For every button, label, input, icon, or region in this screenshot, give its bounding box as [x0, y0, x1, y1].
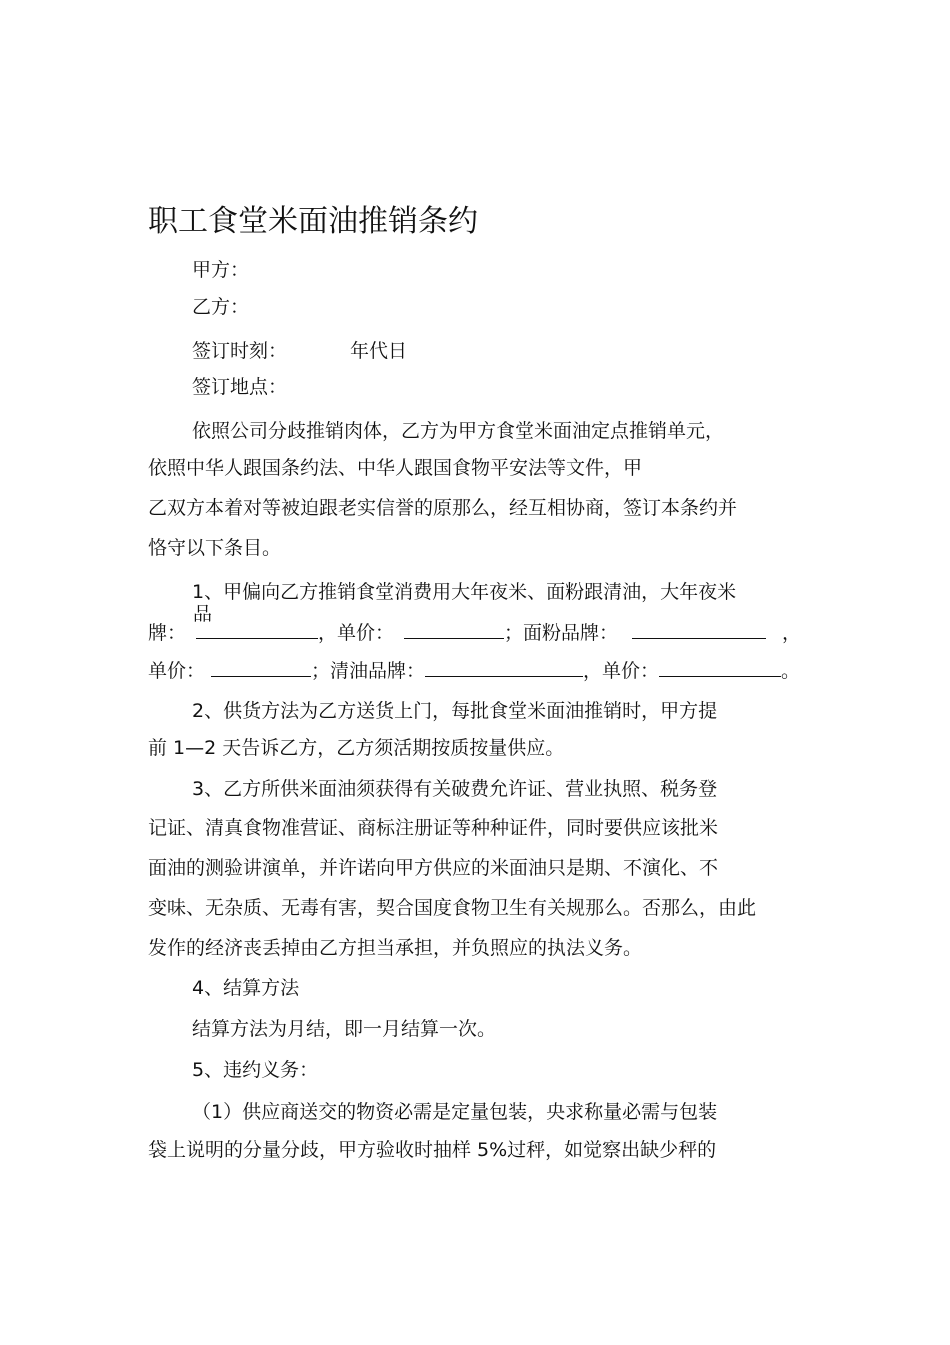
flour-brand-label: ；面粉品牌： — [504, 622, 619, 644]
intro-line: 乙双方本着对等被迫跟老实信誉的原那么，经互相协商，签订本条约并 — [148, 497, 738, 519]
clause1-brand-row — [148, 620, 801, 645]
period: 。 — [781, 660, 801, 682]
clause1-line: 1、甲偏向乙方推销食堂消费用大年夜米、面粉跟清油，大年夜米 — [192, 581, 737, 603]
party-a-label: 甲方： — [192, 259, 250, 281]
intro-line: 恪守以下条目。 — [148, 537, 282, 559]
clause1-pin: 品 — [193, 603, 213, 625]
oil-brand-label: ；清油品牌： — [311, 660, 426, 682]
clause5-1-line: （1）供应商送交的物资必需是定量包装，央求称量必需与包装 — [192, 1101, 718, 1123]
rice-price-blank — [404, 620, 504, 639]
clause4-text: 结算方法为月结，即一月结算一次。 — [192, 1018, 497, 1040]
clause3-line: 发作的经济丧丢掉由乙方担当承担，并负照应的执法义务。 — [148, 937, 643, 959]
flour-brand-blank — [632, 620, 766, 639]
oil-brand-blank — [425, 658, 583, 677]
clause2-line: 前 1—2 天告诉乙方，乙方须活期按质按量供应。 — [148, 737, 565, 759]
intro-line: 依照公司分歧推销肉体，乙方为甲方食堂米面油定点推销单元， — [192, 420, 725, 442]
clause5-title: 5、违约义务： — [192, 1059, 319, 1081]
clause5-1-line: 袋上说明的分量分歧，甲方验收时抽样 5%过秤，如觉察出缺少秤的 — [148, 1139, 717, 1161]
comma: ， — [782, 622, 802, 644]
clause1-price-row — [148, 658, 800, 683]
clause4-title: 4、结算方法 — [192, 977, 300, 999]
party-b-label: 乙方： — [192, 296, 250, 318]
rice-brand-blank — [196, 620, 318, 639]
rice-price-label: ，单价： — [318, 622, 395, 644]
intro-line: 依照中华人跟国条约法、中华人跟国食物平安法等文件，甲 — [148, 457, 643, 479]
clause3-line: 变味、无杂质、无毒有害，契合国度食物卫生有关规那么。否那么，由此 — [148, 897, 757, 919]
rice-brand-label: 牌： — [148, 622, 187, 644]
clause3-line: 记证、清真食物准营证、商标注册证等种种证件，同时要供应该批米 — [148, 817, 719, 839]
sign-place-label: 签订地点： — [192, 376, 288, 398]
sign-time-value: 年代日 — [350, 340, 408, 362]
clause2-line: 2、供货方法为乙方送货上门，每批食堂米面油推销时，甲方提 — [192, 700, 718, 722]
flour-price-label: 单价： — [148, 660, 206, 682]
clause3-line: 面油的测验讲演单，并许诺向甲方供应的米面油只是期、不演化、不 — [148, 857, 719, 879]
doc-title: 职工食堂米面油推销条约 — [148, 204, 478, 239]
sign-time-label: 签订时刻： — [192, 340, 288, 362]
oil-price-blank — [659, 658, 781, 677]
oil-price-label: ，单价： — [583, 660, 660, 682]
flour-price-blank — [211, 658, 311, 677]
clause3-line: 3、乙方所供米面油须获得有关破费允许证、营业执照、税务登 — [192, 778, 718, 800]
